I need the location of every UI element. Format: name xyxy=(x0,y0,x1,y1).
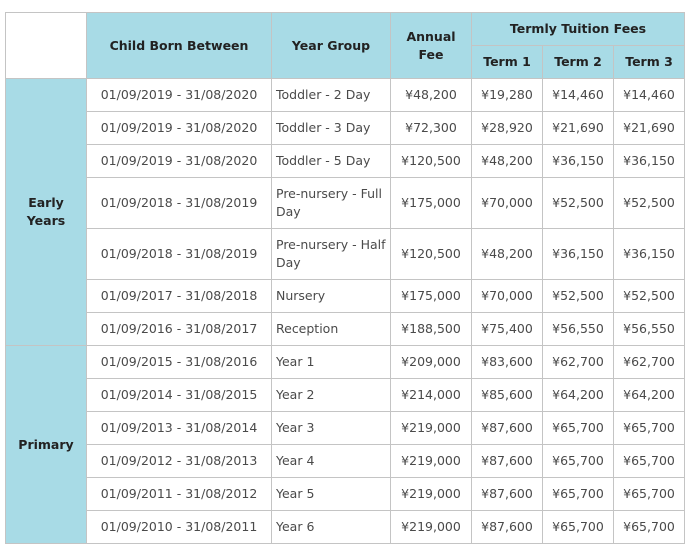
term-2-cell: ¥36,150 xyxy=(543,229,614,280)
born-cell: 01/09/2010 - 31/08/2011 xyxy=(87,511,272,544)
header-termly-fees: Termly Tuition Fees xyxy=(472,13,685,46)
term-1-cell: ¥87,600 xyxy=(472,412,543,445)
table-row xyxy=(6,478,685,511)
table-row xyxy=(6,346,685,379)
term-3-cell: ¥62,700 xyxy=(614,346,685,379)
annual-fee-cell: ¥214,000 xyxy=(391,379,472,412)
term-2-cell: ¥65,700 xyxy=(543,412,614,445)
table-row xyxy=(6,412,685,445)
year-group-cell: Toddler - 2 Day xyxy=(272,79,391,112)
born-cell: 01/09/2019 - 31/08/2020 xyxy=(87,112,272,145)
year-group-cell: Year 2 xyxy=(272,379,391,412)
year-group-cell: Pre-nursery - Full Day xyxy=(272,178,391,229)
corner-cell xyxy=(6,13,87,79)
header-term-2: Term 2 xyxy=(543,46,614,79)
annual-fee-cell: ¥188,500 xyxy=(391,313,472,346)
year-group-cell: Toddler - 3 Day xyxy=(272,112,391,145)
term-3-cell: ¥52,500 xyxy=(614,178,685,229)
term-1-cell: ¥75,400 xyxy=(472,313,543,346)
term-2-cell: ¥56,550 xyxy=(543,313,614,346)
header-annual-fee: Annual Fee xyxy=(391,13,472,79)
term-2-cell: ¥62,700 xyxy=(543,346,614,379)
table-row xyxy=(6,145,685,178)
term-2-cell: ¥36,150 xyxy=(543,145,614,178)
term-3-cell: ¥21,690 xyxy=(614,112,685,145)
born-cell: 01/09/2014 - 31/08/2015 xyxy=(87,379,272,412)
term-1-cell: ¥87,600 xyxy=(472,445,543,478)
term-3-cell: ¥65,700 xyxy=(614,478,685,511)
term-1-cell: ¥87,600 xyxy=(472,478,543,511)
term-1-cell: ¥70,000 xyxy=(472,280,543,313)
table-row xyxy=(6,379,685,412)
table-row xyxy=(6,79,685,112)
annual-fee-cell: ¥72,300 xyxy=(391,112,472,145)
year-group-cell: Toddler - 5 Day xyxy=(272,145,391,178)
born-cell: 01/09/2017 - 31/08/2018 xyxy=(87,280,272,313)
table-row xyxy=(6,445,685,478)
term-3-cell: ¥14,460 xyxy=(614,79,685,112)
table-row xyxy=(6,178,685,229)
annual-fee-cell: ¥175,000 xyxy=(391,178,472,229)
term-2-cell: ¥65,700 xyxy=(543,445,614,478)
year-group-cell: Year 6 xyxy=(272,511,391,544)
category-primary: Primary xyxy=(6,346,87,544)
term-2-cell: ¥52,500 xyxy=(543,178,614,229)
born-cell: 01/09/2011 - 31/08/2012 xyxy=(87,478,272,511)
annual-fee-cell: ¥48,200 xyxy=(391,79,472,112)
table-row xyxy=(6,511,685,544)
born-cell: 01/09/2019 - 31/08/2020 xyxy=(87,145,272,178)
year-group-cell: Nursery xyxy=(272,280,391,313)
born-cell: 01/09/2016 - 31/08/2017 xyxy=(87,313,272,346)
tuition-fees-table xyxy=(5,12,685,544)
annual-fee-cell: ¥219,000 xyxy=(391,412,472,445)
term-2-cell: ¥65,700 xyxy=(543,511,614,544)
annual-fee-cell: ¥219,000 xyxy=(391,445,472,478)
year-group-cell: Year 5 xyxy=(272,478,391,511)
born-cell: 01/09/2018 - 31/08/2019 xyxy=(87,178,272,229)
term-1-cell: ¥19,280 xyxy=(472,79,543,112)
term-2-cell: ¥14,460 xyxy=(543,79,614,112)
term-1-cell: ¥83,600 xyxy=(472,346,543,379)
year-group-cell: Reception xyxy=(272,313,391,346)
term-1-cell: ¥48,200 xyxy=(472,229,543,280)
header-year-group: Year Group xyxy=(272,13,391,79)
annual-fee-cell: ¥219,000 xyxy=(391,511,472,544)
term-1-cell: ¥28,920 xyxy=(472,112,543,145)
annual-fee-cell: ¥120,500 xyxy=(391,229,472,280)
header-born: Child Born Between xyxy=(87,13,272,79)
year-group-cell: Pre-nursery - Half Day xyxy=(272,229,391,280)
term-3-cell: ¥36,150 xyxy=(614,145,685,178)
term-2-cell: ¥52,500 xyxy=(543,280,614,313)
term-3-cell: ¥56,550 xyxy=(614,313,685,346)
table-row xyxy=(6,112,685,145)
term-1-cell: ¥87,600 xyxy=(472,511,543,544)
term-3-cell: ¥52,500 xyxy=(614,280,685,313)
term-3-cell: ¥36,150 xyxy=(614,229,685,280)
table-row xyxy=(6,280,685,313)
term-2-cell: ¥65,700 xyxy=(543,478,614,511)
term-3-cell: ¥64,200 xyxy=(614,379,685,412)
born-cell: 01/09/2013 - 31/08/2014 xyxy=(87,412,272,445)
category-early-years: Early Years xyxy=(6,79,87,346)
year-group-cell: Year 4 xyxy=(272,445,391,478)
term-2-cell: ¥21,690 xyxy=(543,112,614,145)
annual-fee-cell: ¥209,000 xyxy=(391,346,472,379)
born-cell: 01/09/2019 - 31/08/2020 xyxy=(87,79,272,112)
term-3-cell: ¥65,700 xyxy=(614,412,685,445)
annual-fee-cell: ¥175,000 xyxy=(391,280,472,313)
header-row-1 xyxy=(6,13,685,46)
term-3-cell: ¥65,700 xyxy=(614,511,685,544)
annual-fee-cell: ¥120,500 xyxy=(391,145,472,178)
term-1-cell: ¥48,200 xyxy=(472,145,543,178)
year-group-cell: Year 3 xyxy=(272,412,391,445)
header-term-1: Term 1 xyxy=(472,46,543,79)
year-group-cell: Year 1 xyxy=(272,346,391,379)
term-3-cell: ¥65,700 xyxy=(614,445,685,478)
annual-fee-cell: ¥219,000 xyxy=(391,478,472,511)
born-cell: 01/09/2015 - 31/08/2016 xyxy=(87,346,272,379)
term-1-cell: ¥85,600 xyxy=(472,379,543,412)
term-2-cell: ¥64,200 xyxy=(543,379,614,412)
born-cell: 01/09/2012 - 31/08/2013 xyxy=(87,445,272,478)
header-term-3: Term 3 xyxy=(614,46,685,79)
born-cell: 01/09/2018 - 31/08/2019 xyxy=(87,229,272,280)
table-row xyxy=(6,313,685,346)
term-1-cell: ¥70,000 xyxy=(472,178,543,229)
table-row xyxy=(6,229,685,280)
